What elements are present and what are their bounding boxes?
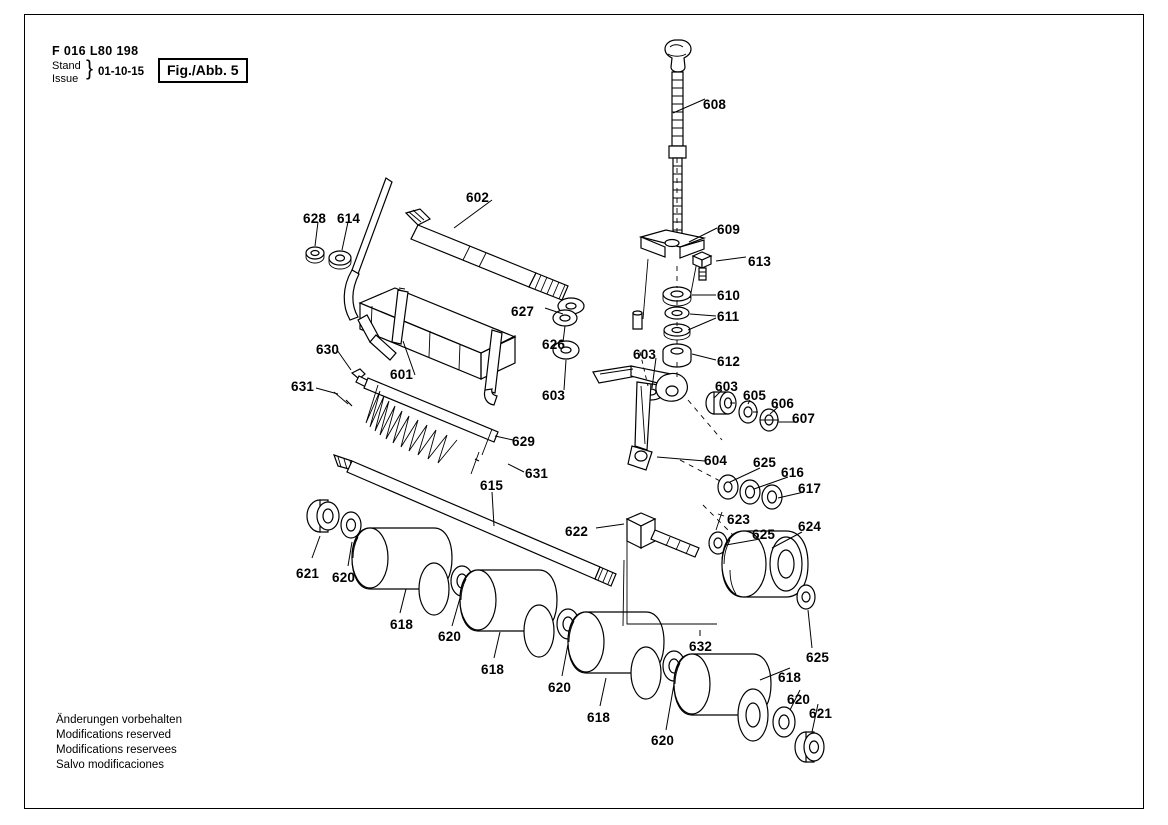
callout-632: 632 bbox=[689, 639, 713, 654]
part-629-spring bbox=[364, 378, 498, 463]
footer-line-fr: Modifications reservees bbox=[56, 744, 177, 756]
part-602-shaft bbox=[406, 209, 568, 300]
part-625-washer-upper bbox=[718, 475, 738, 499]
part-626-washer bbox=[553, 310, 577, 326]
footer-line-en: Modifications reserved bbox=[56, 729, 172, 741]
part-614-washer bbox=[329, 251, 351, 269]
callout-625-a: 625 bbox=[753, 455, 777, 470]
part-623-pin bbox=[716, 512, 724, 530]
callout-603-a: 603 bbox=[633, 347, 657, 362]
callout-603-b: 603 bbox=[542, 388, 566, 403]
callout-615: 615 bbox=[480, 478, 504, 493]
part-628-washer bbox=[306, 247, 324, 263]
callout-631-b: 631 bbox=[525, 466, 549, 481]
brace-glyph: } bbox=[86, 57, 94, 80]
revision-date: 01-10-15 bbox=[98, 66, 145, 78]
callout-627: 627 bbox=[511, 304, 535, 319]
callout-618-d: 618 bbox=[778, 670, 802, 685]
callout-608: 608 bbox=[703, 97, 727, 112]
callout-620-d: 620 bbox=[651, 733, 675, 748]
part-618-roller-3 bbox=[568, 612, 664, 699]
callout-629: 629 bbox=[512, 434, 536, 449]
callout-609: 609 bbox=[717, 222, 741, 237]
callout-620-c: 620 bbox=[548, 680, 572, 695]
callout-620-a: 620 bbox=[332, 570, 356, 585]
callout-620-b: 620 bbox=[438, 629, 462, 644]
callout-614: 614 bbox=[337, 211, 361, 226]
part-631-clip-right bbox=[471, 452, 479, 474]
part-608-handle bbox=[665, 40, 691, 234]
part-622-coupler bbox=[627, 513, 699, 557]
part-627-pin bbox=[633, 311, 642, 329]
stand-label: Stand bbox=[52, 60, 81, 72]
part-625-washer-end bbox=[797, 585, 815, 609]
callout-625-b: 625 bbox=[752, 527, 776, 542]
callout-618-c: 618 bbox=[587, 710, 611, 725]
document-code-text: F 016 L80 198 bbox=[52, 44, 139, 58]
callout-622: 622 bbox=[565, 524, 589, 539]
callout-610: 610 bbox=[717, 288, 741, 303]
part-618-roller-2 bbox=[460, 570, 557, 657]
callout-612: 612 bbox=[717, 354, 741, 369]
callout-602: 602 bbox=[466, 190, 490, 205]
callout-611: 611 bbox=[717, 309, 740, 324]
callout-601: 601 bbox=[390, 367, 414, 382]
callout-624: 624 bbox=[798, 519, 822, 534]
footer-line-es: Salvo modificaciones bbox=[56, 759, 165, 771]
footer-line-de: Änderungen vorbehalten bbox=[56, 714, 182, 726]
callout-604: 604 bbox=[704, 453, 728, 468]
part-618-roller-4 bbox=[674, 654, 771, 741]
part-604-lever bbox=[593, 366, 687, 470]
callout-628: 628 bbox=[303, 211, 327, 226]
callout-626: 626 bbox=[542, 337, 566, 352]
callout-617: 617 bbox=[798, 481, 822, 496]
callout-631-a: 631 bbox=[291, 379, 315, 394]
part-616-bushing bbox=[740, 480, 760, 504]
callout-621-b: 621 bbox=[809, 706, 833, 721]
figure-badge: Fig./Abb. 5 bbox=[158, 58, 248, 83]
callout-621-a: 621 bbox=[296, 566, 320, 581]
callout-605: 605 bbox=[743, 388, 767, 403]
assembly-axis-lines bbox=[640, 158, 779, 535]
callout-630: 630 bbox=[316, 342, 340, 357]
callout-613: 613 bbox=[748, 254, 772, 269]
part-621-cap-left bbox=[307, 500, 339, 532]
issue-label: Issue bbox=[52, 72, 79, 85]
callout-607: 607 bbox=[792, 411, 816, 426]
callout-603-c: 603 bbox=[715, 379, 739, 394]
callout-618-a: 618 bbox=[390, 617, 414, 632]
callout-620-e: 620 bbox=[787, 692, 811, 707]
callout-618-b: 618 bbox=[481, 662, 505, 677]
callout-623: 623 bbox=[727, 512, 751, 527]
part-601-frame bbox=[344, 178, 515, 405]
part-621-cap-right bbox=[795, 732, 824, 762]
part-618-roller-1 bbox=[352, 528, 452, 615]
part-617-ring bbox=[762, 485, 782, 509]
callout-606: 606 bbox=[771, 396, 795, 411]
callout-625-c: 625 bbox=[806, 650, 830, 665]
callout-616: 616 bbox=[781, 465, 805, 480]
part-620-washer-5 bbox=[773, 707, 795, 737]
